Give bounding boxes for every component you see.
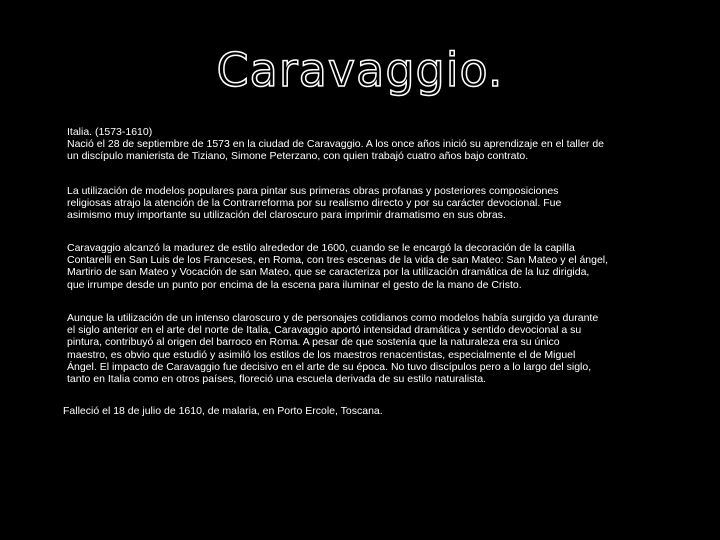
paragraph-chiaroscuro: Aunque la utilización de un intenso claroscuro y de personajes cotidianos como modelos había surgido ya durante el siglo anterior en el arte del norte de Italia, Caravaggio aportó intensidad dramática y sentido devocional a su pintura, contribuyó al origen del barroco en Roma. A pesar de que sostenía que la naturaleza era su único maestro, es obvio que estudió y asimiló los estilos de los maestros renacentistas, especialmente el de Miguel Ángel. El impacto de Caravaggio fue decisivo en el arte de su época. No tuvo discípulos pero a lo largo del siglo, tanto en Italia como en otros países, floreció una escuela derivada de su estilo naturalista.: [67, 312, 599, 386]
slide-title: Caravaggio.: [216, 43, 504, 97]
paragraph-death: Falleció el 18 de julio de 1610, de malaria, en Porto Ercole, Toscana.: [63, 405, 383, 417]
paragraph-models: La utilización de modelos populares para pintar sus primeras obras profanas y posteriores composiciones religiosas atrajo la atención de la Contrarreforma por su realismo directo y por su carácter devocional. Fue asimismo muy importante su utilización del claroscuro para imprimir dramatismo en sus obras.: [67, 185, 562, 222]
paragraph-maturity: Caravaggio alcanzó la madurez de estilo alrededor de 1600, cuando se le encargó la decoración de la capilla Contarelli en San Luis de los Franceses, en Roma, con tres escenas de la vida de san Mateo: San Mateo y el ángel, Martirio de san Mateo y Vocación de san Mateo, que se caracteriza por la utilización dramática de la luz dirigida, que irrumpe desde un punto por encima de la escena para iluminar el gesto de la mano de Cristo.: [67, 242, 609, 291]
paragraph-birth: Italia. (1573-1610) Nació el 28 de septiembre de 1573 en la ciudad de Caravaggio. A los once años inició su aprendizaje en el taller de un discípulo manierista de Tiziano, Simone Peterzano, con quien trabajó cuatro años bajo contrato.: [67, 126, 605, 163]
